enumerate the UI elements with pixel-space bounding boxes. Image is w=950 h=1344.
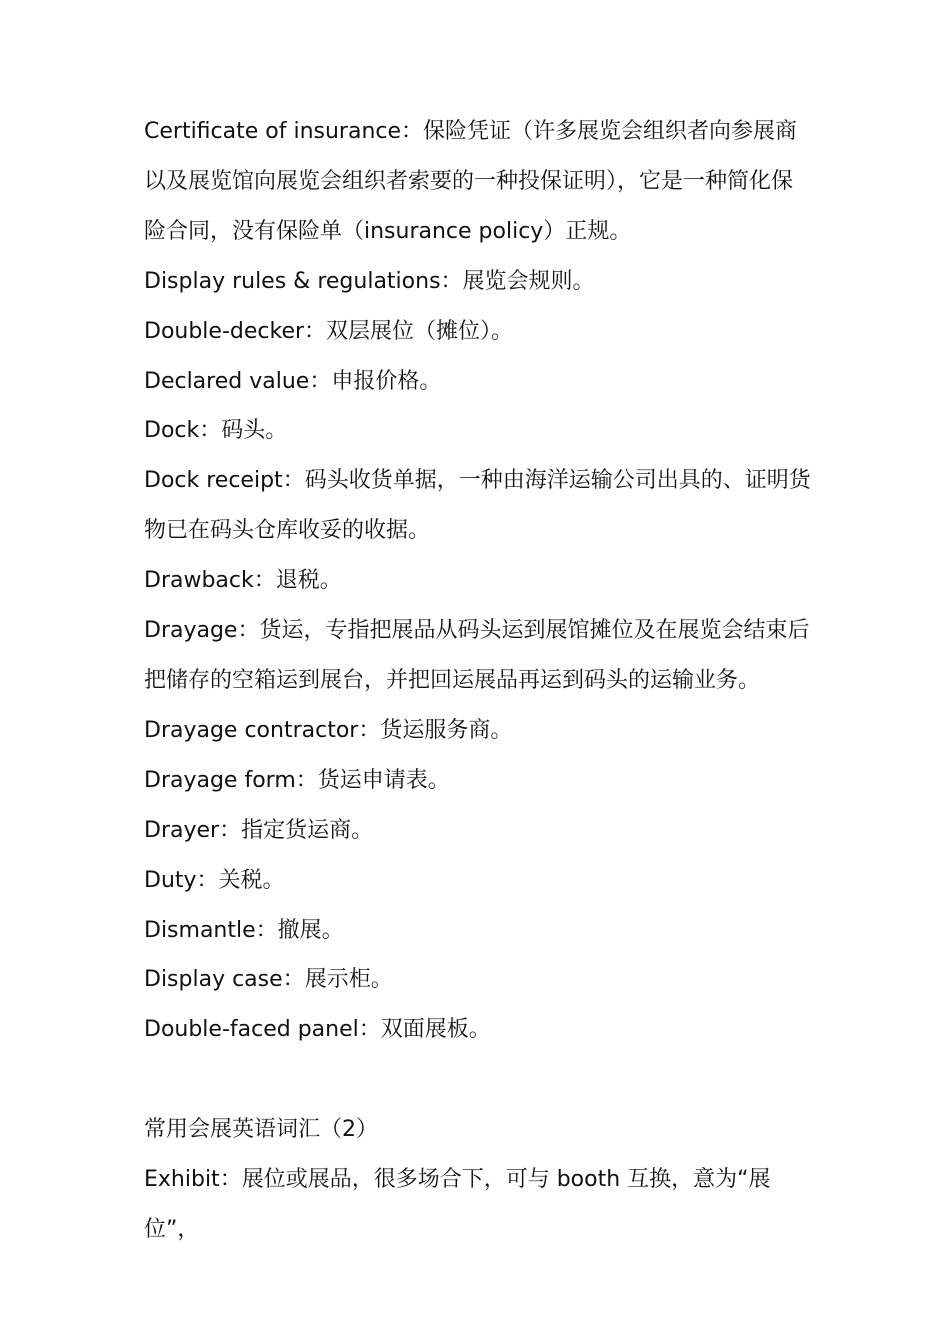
glossary-entry	[144, 706, 814, 756]
glossary-entry	[144, 456, 814, 556]
entry-separator: ：	[440, 268, 463, 294]
entry-definition: 关税。	[218, 867, 285, 893]
glossary-entry	[144, 856, 814, 906]
entry-term: Dock	[144, 418, 200, 444]
entry-term: Drayage form	[144, 767, 296, 793]
glossary-entry	[144, 556, 814, 606]
glossary-entry	[144, 107, 814, 257]
glossary-entry	[144, 1005, 814, 1055]
entry-term: Certificate of insurance	[144, 119, 402, 144]
glossary-entry	[144, 307, 814, 357]
entry-term: Drawback	[144, 568, 254, 594]
glossary-entry	[144, 906, 814, 956]
entry-separator: ：	[295, 767, 318, 793]
entry-separator: ：	[196, 867, 219, 893]
entry-term: Exhibit	[144, 1167, 220, 1193]
glossary-entry	[144, 1155, 814, 1255]
entry-term: Declared value	[144, 368, 310, 394]
blank-line	[144, 1055, 814, 1105]
entry-separator: ：	[282, 967, 305, 993]
entry-term: Drayage contractor	[144, 717, 359, 743]
entry-term: Display rules & regulations	[144, 268, 441, 294]
entry-definition: 码头收货单据，一种由海洋运输公司出具的、证明货物已在码头仓库收妥的收据。	[144, 468, 811, 544]
glossary-entry	[144, 606, 814, 706]
glossary-entry	[144, 756, 814, 806]
entry-separator: ：	[304, 318, 327, 344]
document-body	[144, 107, 814, 1255]
entry-separator: ：	[309, 368, 332, 394]
entry-definition: 展位或展品，很多场合下，可与 booth 互换，意为“展位”，	[144, 1167, 771, 1242]
section-heading: 常用会展英语词汇（2）	[144, 1117, 378, 1143]
entry-definition: 展览会规则。	[462, 268, 595, 294]
entry-definition: 保险凭证（许多展览会组织者向参展商以及展览馆向展览会组织者索要的一种投保证明），它是一种简化保险合同，没有保险单（insurance policy）正规。	[144, 119, 798, 244]
entry-term: Display case	[144, 967, 283, 993]
entry-term: Double-faced panel	[144, 1017, 359, 1043]
entry-separator: ：	[358, 1017, 381, 1043]
entry-separator: ：	[219, 1167, 242, 1193]
entry-separator: ：	[237, 618, 260, 644]
entry-separator: ：	[219, 817, 242, 843]
glossary-entry	[144, 357, 814, 407]
entry-definition: 货运申请表。	[317, 767, 450, 793]
glossary-entry	[144, 257, 814, 307]
entry-definition: 退税。	[275, 568, 342, 594]
glossary-entry	[144, 955, 814, 1005]
entry-separator: ：	[199, 418, 222, 444]
entry-term: Dock receipt	[144, 468, 283, 494]
entry-definition: 申报价格。	[331, 368, 442, 394]
entry-definition: 货运服务商。	[380, 717, 513, 743]
entry-separator: ：	[255, 917, 278, 943]
glossary-entry	[144, 406, 814, 456]
entry-separator: ：	[401, 119, 424, 144]
entry-term: Drayer	[144, 817, 220, 843]
entry-term: Drayage	[144, 618, 238, 644]
entry-separator: ：	[358, 717, 381, 743]
entry-term: Dismantle	[144, 917, 256, 943]
entry-definition: 货运，专指把展品从码头运到展馆摊位及在展览会结束后把储存的空箱运到展台，并把回运展品再运到码头的运输业务。	[144, 618, 810, 693]
entry-separator: ：	[253, 568, 276, 594]
entry-definition: 指定货运商。	[241, 817, 374, 843]
entry-term: Double-decker	[144, 318, 305, 344]
entry-definition: 展示柜。	[304, 967, 393, 993]
glossary-entry	[144, 806, 814, 856]
entry-definition: 双层展位（摊位）。	[326, 318, 514, 344]
entry-definition: 码头。	[221, 418, 288, 444]
entry-definition: 双面展板。	[380, 1017, 491, 1043]
entry-term: Duty	[144, 867, 197, 893]
entry-definition: 撤展。	[277, 917, 344, 943]
entry-separator: ：	[282, 468, 305, 494]
